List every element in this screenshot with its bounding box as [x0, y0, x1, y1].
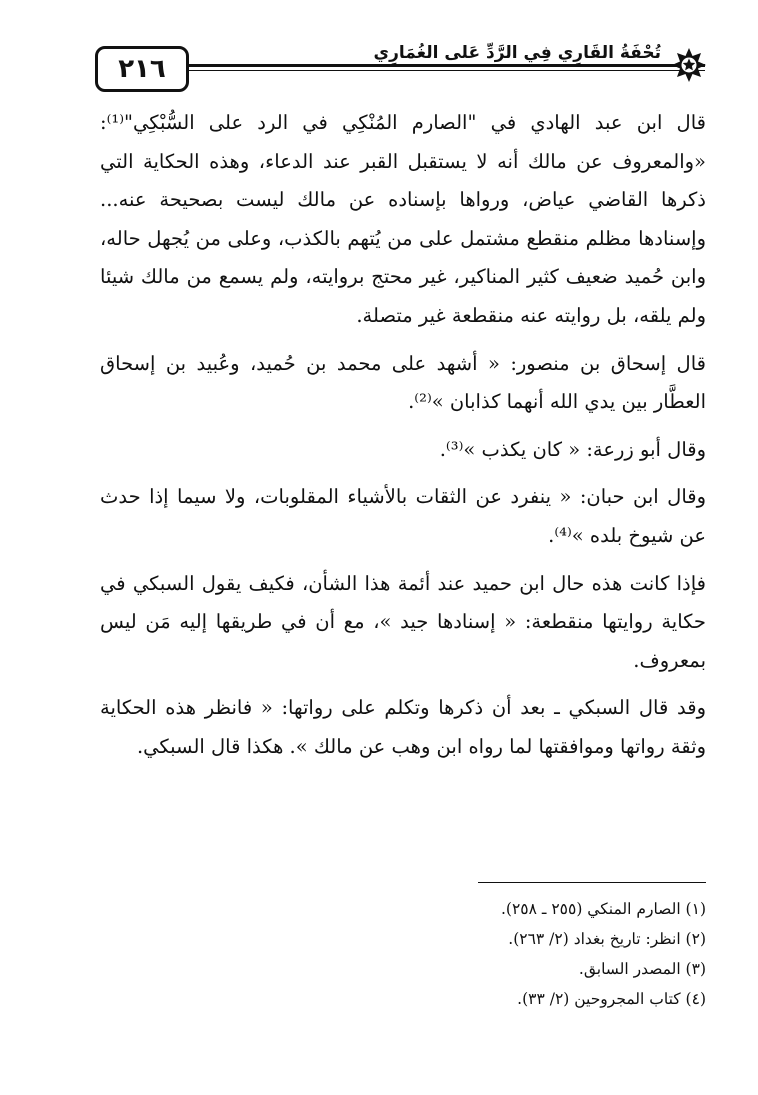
star-ornament-icon: [671, 47, 707, 83]
footnotes: [106, 894, 706, 1014]
paragraph: قال إسحاق بن منصور: « أشهد على محمد بن حُميد، وعُبيد بن إسحاق العطَّار بين يدي الله أنهما كذابان »⁽²⁾.: [100, 351, 706, 414]
paragraph: وقال ابن حبان: « ينفرد عن الثقات بالأشياء المقلوبات، ولا سيما إذا حدث عن شيوخ بلده »⁽⁴⁾.: [100, 485, 706, 547]
footnote: (٣) المصدر السابق.: [578, 960, 706, 978]
book-title: تُحْفَةُ القَارِي فِي الرَّدِّ عَلى الغُمَارِي: [365, 42, 669, 64]
footnote: (٢) انظر: تاريخ بغداد (٢/ ٢٦٣).: [508, 930, 706, 948]
page-number: ٢١٦: [95, 46, 189, 92]
footnote: (٤) كتاب المجروحين (٢/ ٣٣).: [517, 990, 706, 1008]
paragraph: فإذا كانت هذه حال ابن حميد عند أئمة هذا الشأن، فكيف يقول السبكي في حكاية روايتها منقطعة: « إسنادها جيد »، مع أن في طريقها إليه مَن ليس بمعروف.: [100, 571, 706, 672]
footnote: (١) الصارم المنكي (٢٥٥ ـ ٢٥٨).: [500, 900, 706, 918]
paragraph: قال ابن عبد الهادي في "الصارم المُنْكِي في الرد على السُّبْكِي"⁽¹⁾: «والمعروف عن مالك أنه لا يستقبل القبر عند الدعاء، وهذه الحكاية التي ذكرها القاضي عياض، ورواها بإسناده عن مالك ليست بصحيحة عنه... وإسنادها مظلم منقطع مشتمل على من يُتهم بالكذب، وعلى من يُجهل حاله، وابن حُميد ضعيف كثير المناكير، غير محتج بروايته، ولم يسمع من مالك شيئا ولم يلقه، بل روايته عنه منقطعة غير متصلة.: [100, 111, 706, 327]
main-text: [100, 104, 706, 767]
paragraph: وقال أبو زرعة: « كان يكذب »⁽³⁾.: [439, 437, 706, 461]
page-header: [95, 44, 705, 88]
paragraph: وقد قال السبكي ـ بعد أن ذكرها وتكلم على رواتها: « فانظر هذه الحكاية وثقة رواتها وموافقتها لما رواه ابن وهب عن مالك ». هكذا قال السبكي.: [100, 696, 706, 758]
footnote-divider: [478, 882, 706, 883]
